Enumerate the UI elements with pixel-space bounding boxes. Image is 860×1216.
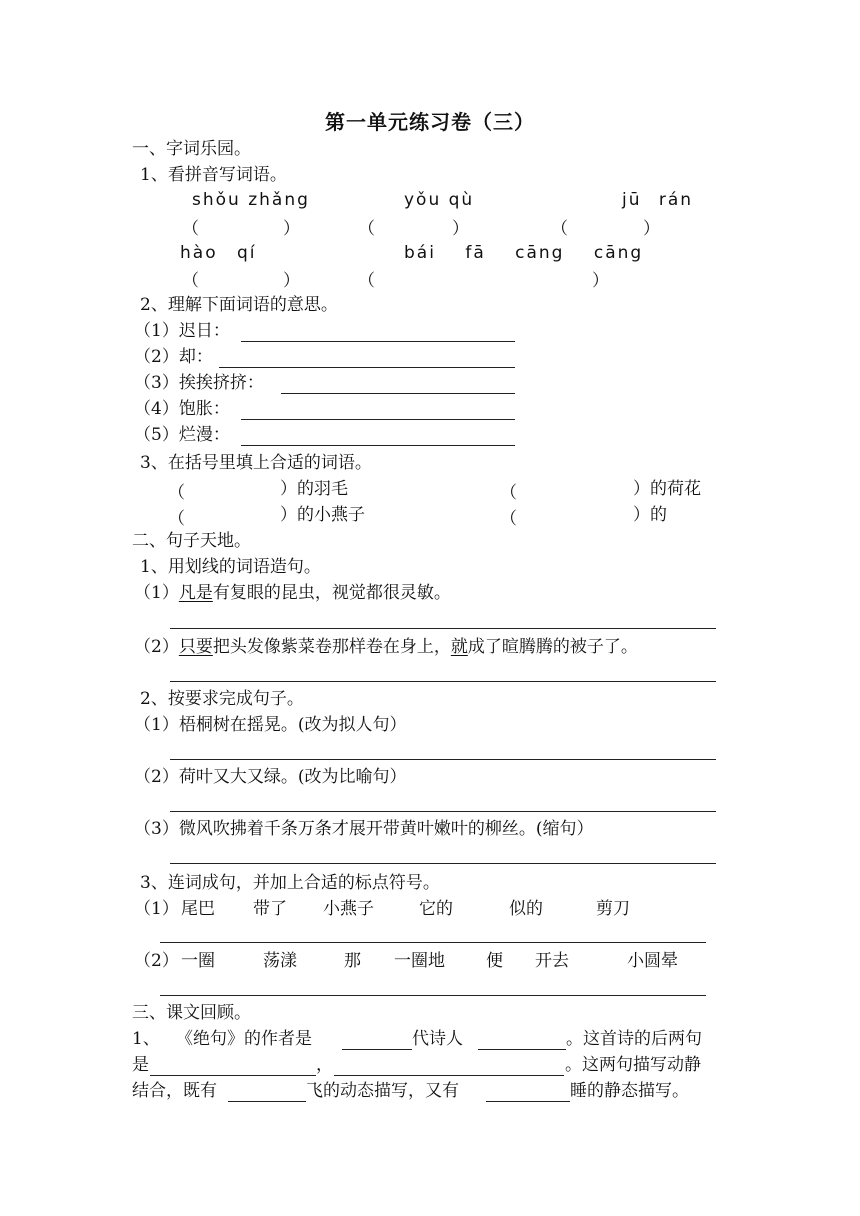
- word-token: 一圈: [181, 951, 215, 971]
- answer-line[interactable]: [160, 942, 706, 943]
- answer-line[interactable]: [228, 1101, 306, 1102]
- answer-line[interactable]: [160, 995, 706, 996]
- fill-item: ）的: [633, 505, 667, 525]
- word-row-num: （2）: [134, 951, 179, 971]
- recall-text: 睡的静态描写。: [570, 1081, 689, 1101]
- answer-box-1-close: ）: [283, 219, 300, 239]
- pinyin-3: jū rán: [622, 190, 694, 210]
- word-item: （2）却：: [134, 347, 213, 367]
- word-token: 尾巴: [181, 899, 215, 919]
- sentence-1: （1）凡是有复眼的昆虫，视觉都很灵敏。: [134, 583, 451, 603]
- rewrite-item: （1）梧桐树在摇晃。(改为拟人句）: [134, 715, 407, 735]
- rewrite-item: （3）微风吹拂着千条万条才展开带黄叶嫩叶的柳丝。(缩句）: [134, 819, 594, 839]
- answer-box-2[interactable]: （: [358, 219, 375, 239]
- word-token: 一圈地: [394, 951, 445, 971]
- question-label: 3、在括号里填上合适的词语。: [140, 453, 372, 473]
- word-token: 便: [486, 951, 503, 971]
- answer-line[interactable]: [219, 367, 515, 368]
- answer-box-3[interactable]: （: [551, 219, 568, 239]
- answer-line[interactable]: [478, 1049, 566, 1050]
- word-token: 小燕子: [323, 899, 374, 919]
- recall-text: 飞的动态描写，又有: [306, 1081, 459, 1101]
- rewrite-item: （2）荷叶又大又绿。(改为比喻句）: [134, 767, 407, 787]
- answer-box-4-close: ）: [283, 271, 300, 291]
- recall-text: ，: [316, 1055, 333, 1075]
- pinyin-4: hào qí: [180, 243, 257, 263]
- recall-text: 是: [132, 1055, 149, 1075]
- word-row-num: （1）: [134, 899, 179, 919]
- answer-line[interactable]: [170, 681, 716, 682]
- word-token: 剪刀: [596, 899, 630, 919]
- fill-item: ）的小燕子: [280, 505, 365, 525]
- pinyin-1: shǒu zhǎng: [192, 190, 310, 210]
- fill-bracket[interactable]: （: [168, 483, 185, 503]
- answer-box-4[interactable]: （: [182, 271, 199, 291]
- recall-text: 1、: [132, 1029, 160, 1049]
- word-token: 似的: [509, 899, 543, 919]
- question-label: 2、理解下面词语的意思。: [140, 295, 338, 315]
- answer-line[interactable]: [150, 1075, 316, 1076]
- word-token: 小圆晕: [627, 951, 678, 971]
- word-token: 开去: [535, 951, 569, 971]
- sentence-2: （2）只要把头发像紫菜卷那样卷在身上，就成了暄腾腾的被子了。: [134, 637, 638, 657]
- section-heading-2: 二、句子天地。: [132, 531, 251, 551]
- answer-line[interactable]: [170, 759, 716, 760]
- word-item: （4）饱胀：: [134, 399, 230, 419]
- recall-text: 结合，既有: [132, 1081, 217, 1101]
- pinyin-5: bái fā cāng cāng: [404, 243, 644, 263]
- answer-line[interactable]: [170, 811, 716, 812]
- question-label: 2、按要求完成句子。: [140, 689, 304, 709]
- answer-line[interactable]: [170, 863, 716, 864]
- word-token: 那: [344, 951, 361, 971]
- answer-line[interactable]: [170, 628, 716, 629]
- word-item: （5）烂漫：: [134, 425, 230, 445]
- fill-item: ）的羽毛: [280, 479, 348, 499]
- section-heading-3: 三、课文回顾。: [132, 1003, 251, 1023]
- recall-text: 代诗人: [412, 1029, 463, 1049]
- answer-line[interactable]: [486, 1101, 570, 1102]
- recall-text: 。这两句描写动静: [565, 1055, 701, 1075]
- answer-line[interactable]: [241, 419, 515, 420]
- page-title: 第一单元练习卷（三）: [325, 110, 535, 134]
- question-label: 1、用划线的词语造句。: [140, 557, 321, 577]
- word-token: 荡漾: [263, 951, 297, 971]
- answer-box-5[interactable]: （: [358, 271, 375, 291]
- word-token: 带了: [253, 899, 287, 919]
- question-label: 1、看拼音写词语。: [140, 165, 287, 185]
- word-item: （1）迟日：: [134, 321, 230, 341]
- fill-bracket[interactable]: （: [500, 509, 517, 529]
- answer-line[interactable]: [334, 1075, 564, 1076]
- recall-text: 《绝句》的作者是: [176, 1029, 312, 1049]
- answer-box-1[interactable]: （: [182, 219, 199, 239]
- answer-box-5-close: ）: [592, 271, 609, 291]
- fill-bracket[interactable]: （: [500, 483, 517, 503]
- answer-line[interactable]: [281, 393, 515, 394]
- word-item: （3）挨挨挤挤：: [134, 373, 264, 393]
- question-label: 3、连词成句，并加上合适的标点符号。: [140, 873, 440, 893]
- answer-line[interactable]: [342, 1049, 412, 1050]
- answer-line[interactable]: [241, 341, 515, 342]
- word-token: 它的: [419, 899, 453, 919]
- fill-item: ）的荷花: [633, 479, 701, 499]
- recall-text: 。这首诗的后两句: [566, 1029, 702, 1049]
- answer-box-3-close: ）: [643, 219, 660, 239]
- pinyin-2: yǒu qù: [404, 190, 475, 210]
- section-heading-1: 一、字词乐园。: [132, 139, 251, 159]
- answer-box-2-close: ）: [452, 219, 469, 239]
- fill-bracket[interactable]: （: [168, 509, 185, 529]
- answer-line[interactable]: [241, 445, 515, 446]
